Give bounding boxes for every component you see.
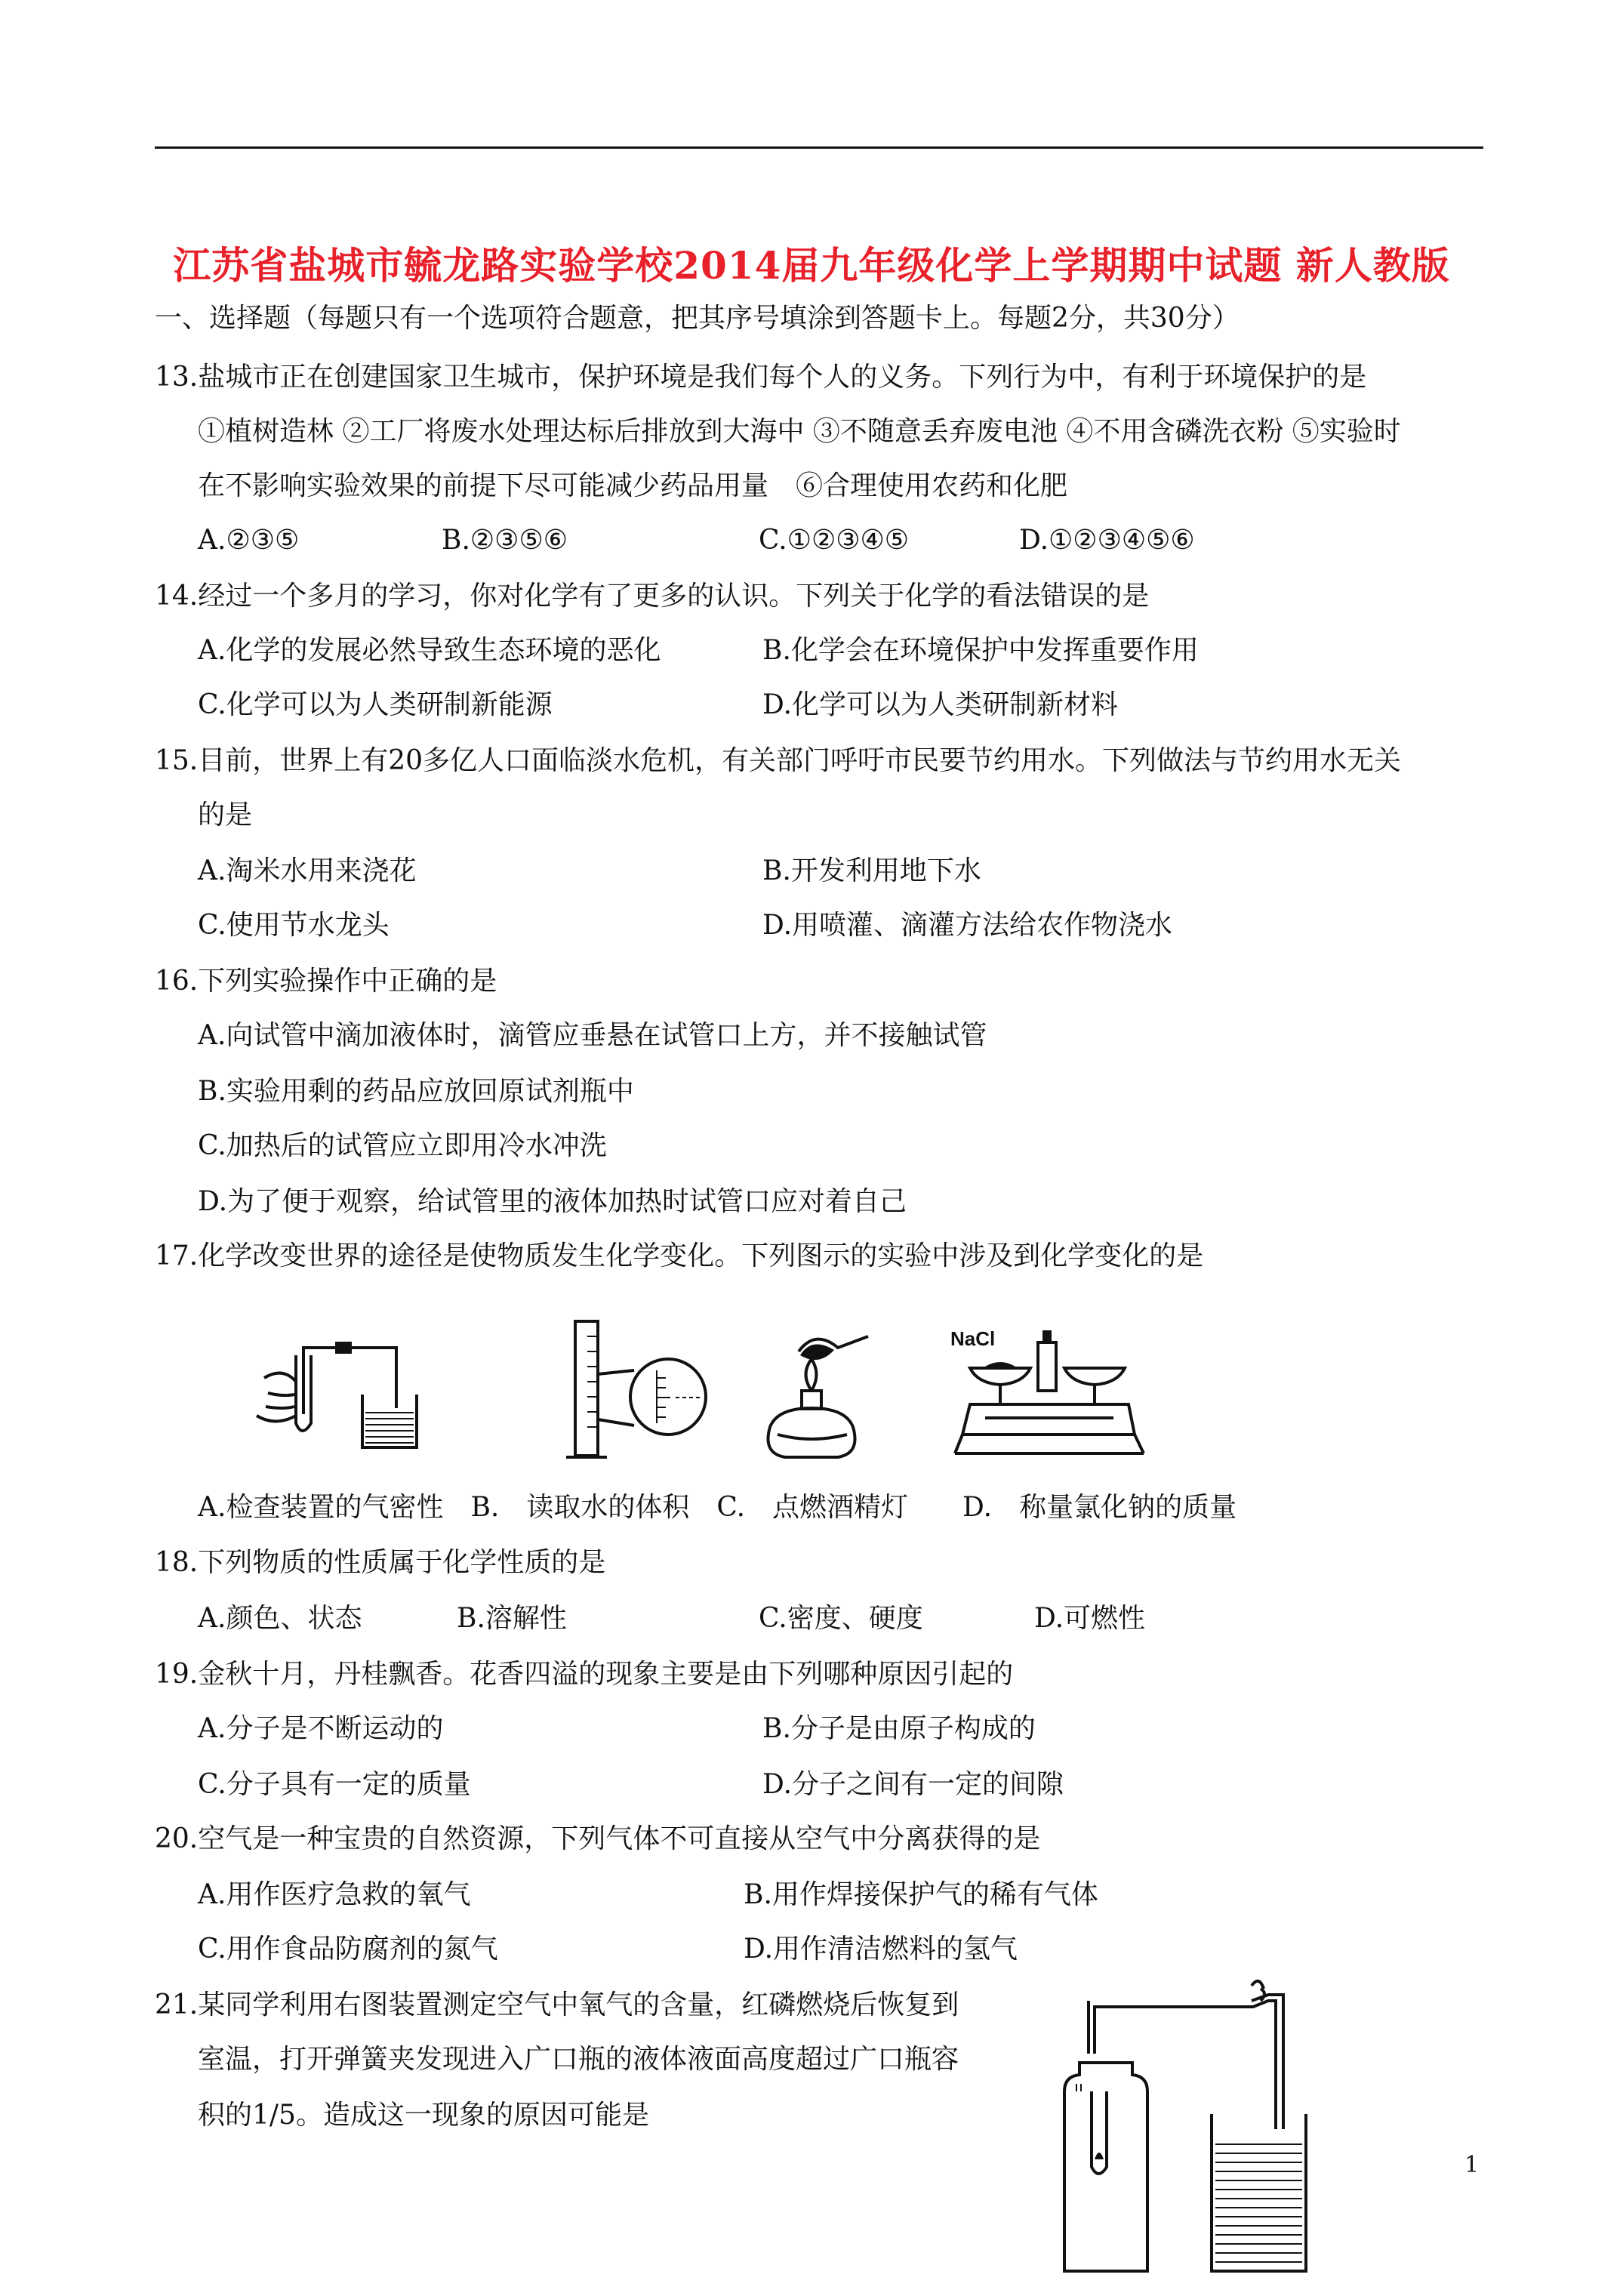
q21-line2: 室温，打开弹簧夹发现进入广口瓶的液体液面高度超过广口瓶容 <box>198 2044 959 2075</box>
q15-line2: 的是 <box>198 800 253 831</box>
q19-option-a: A.分子是不断运动的 <box>198 1713 444 1744</box>
figure-b-cylinder-reading <box>559 1314 710 1465</box>
q16-stem: 16.下列实验操作中正确的是 <box>155 966 497 997</box>
q17-options: A.检查装置的气密性 B. 读取水的体积 C. 点燃酒精灯 D. 称量氯化钠的质量 <box>198 1492 1237 1523</box>
q13-option-c: C.①②③④⑤ <box>759 525 910 556</box>
q18-option-c: C.密度、硬度 <box>759 1603 923 1634</box>
q13-option-b: B.②③⑤⑥ <box>442 525 568 556</box>
figure-c-alcohol-lamp <box>755 1314 876 1465</box>
q20-option-a: A.用作医疗急救的氧气 <box>198 1879 471 1910</box>
page-title: 江苏省盐城市毓龙路实验学校2014届九年级化学上学期期中试题 新人教版 <box>173 243 1450 288</box>
q15-option-a: A.淘米水用来浇花 <box>198 855 417 886</box>
nacl-label: NaCl <box>950 1327 996 1350</box>
q15-stem: 15.目前，世界上有20多亿人口面临淡水危机，有关部门呼吁市民要节约用水。下列做法与节约用水无关 <box>155 745 1402 776</box>
q16-option-c: C.加热后的试管应立即用冷水冲洗 <box>198 1130 607 1161</box>
figure-a-airtightness <box>242 1325 430 1453</box>
q18-option-a: A.颜色、状态 <box>198 1603 362 1634</box>
q19-option-d: D.分子之间有一定的间隙 <box>762 1769 1064 1800</box>
q18-stem: 18.下列物质的性质属于化学性质的是 <box>155 1547 606 1578</box>
figure-q21-apparatus <box>1049 1978 1336 2280</box>
q14-option-b: B.化学会在环境保护中发挥重要作用 <box>762 635 1199 666</box>
q14-option-c: C.化学可以为人类研制新能源 <box>198 689 553 720</box>
q20-option-b: B.用作焊接保护气的稀有气体 <box>744 1879 1098 1910</box>
q13-line2: ①植树造林 ②工厂将废水处理达标后排放到大海中 ③不随意丢弃废电池 ④不用含磷洗衣粉 ⑤实验时 <box>198 416 1401 447</box>
q13-option-d: D.①②③④⑤⑥ <box>1019 525 1195 556</box>
q17-stem: 17.化学改变世界的途径是使物质发生化学变化。下列图示的实验中涉及到化学变化的是 <box>155 1240 1204 1271</box>
figure-d-balance <box>940 1321 1159 1472</box>
q13-line3: 在不影响实验效果的前提下尽可能减少药品用量 ⑥合理使用农药和化肥 <box>198 470 1068 501</box>
q21-line3: 积的1/5。造成这一现象的原因可能是 <box>198 2100 649 2131</box>
q19-option-b: B.分子是由原子构成的 <box>762 1713 1036 1744</box>
q18-option-b: B.溶解性 <box>457 1603 567 1634</box>
q20-option-d: D.用作清洁燃料的氢气 <box>744 1934 1018 1965</box>
q20-option-c: C.用作食品防腐剂的氮气 <box>198 1934 498 1965</box>
q20-stem: 20.空气是一种宝贵的自然资源，下列气体不可直接从空气中分离获得的是 <box>155 1823 1041 1854</box>
q14-option-d: D.化学可以为人类研制新材料 <box>762 689 1119 720</box>
q13-option-a: A.②③⑤ <box>198 525 300 556</box>
q15-option-c: C.使用节水龙头 <box>198 910 390 941</box>
q21-line1: 21.某同学利用右图装置测定空气中氧气的含量，红磷燃烧后恢复到 <box>155 1989 959 2020</box>
header-rule <box>155 146 1483 149</box>
q18-option-d: D.可燃性 <box>1034 1603 1146 1634</box>
page-number: 1 <box>1464 2152 1480 2178</box>
q15-option-d: D.用喷灌、滴灌方法给农作物浇水 <box>762 910 1173 941</box>
q19-option-c: C.分子具有一定的质量 <box>198 1769 471 1800</box>
q16-option-b: B.实验用剩的药品应放回原试剂瓶中 <box>198 1076 634 1107</box>
q13-stem: 13.盐城市正在创建国家卫生城市，保护环境是我们每个人的义务。下列行为中，有利于环境保护的是 <box>155 362 1367 393</box>
q16-option-a: A.向试管中滴加液体时，滴管应垂悬在试管口上方，并不接触试管 <box>198 1020 987 1051</box>
section-heading: 一、选择题（每题只有一个选项符合题意，把其序号填涂到答题卡上。每题2分，共30分） <box>155 303 1240 334</box>
q14-stem: 14.经过一个多月的学习，你对化学有了更多的认识。下列关于化学的看法错误的是 <box>155 581 1150 612</box>
q19-stem: 19.金秋十月，丹桂飘香。花香四溢的现象主要是由下列哪种原因引起的 <box>155 1659 1014 1690</box>
q15-option-b: B.开发利用地下水 <box>762 855 981 886</box>
q16-option-d: D.为了便于观察，给试管里的液体加热时试管口应对着自己 <box>198 1186 907 1217</box>
q14-option-a: A.化学的发展必然导致生态环境的恶化 <box>198 635 661 666</box>
